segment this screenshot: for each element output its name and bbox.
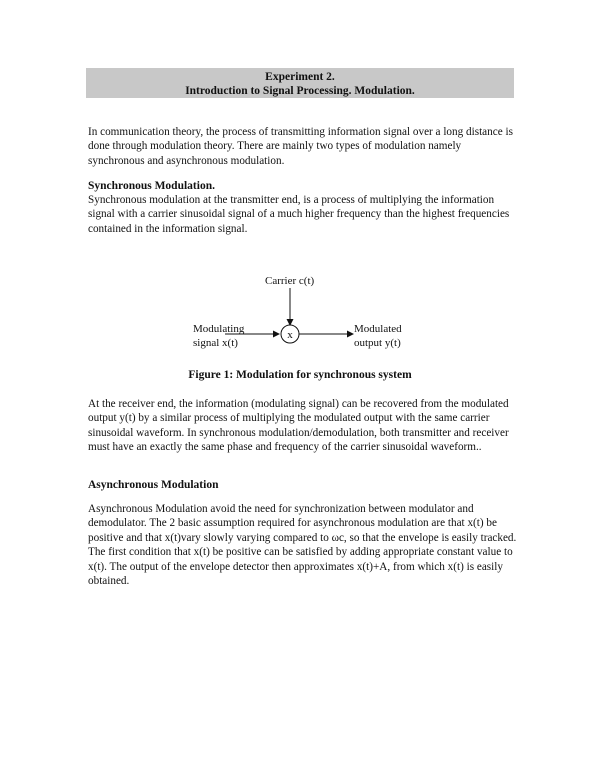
async-paragraph: Asynchronous Modulation avoid the need for synchronization between modulator and demodulator. The 2 basic assumption required for asynchronous modulation are that x(t) be positive and that x(t)vary slowly varying compared to ωc, so that the envelope is easily tracked. The first condition that x(t) be positive can be satisfied by adding appropriate constant value to x(t). The output of the envelope detector then approximates x(t)+A, from which x(t) is easily obtained. <box>88 503 517 588</box>
experiment-title: Introduction to Signal Processing. Modulation. <box>185 85 415 97</box>
output-label-line2: output y(t) <box>354 337 401 349</box>
carrier-label: Carrier c(t) <box>265 275 315 287</box>
input-label-line2: signal x(t) <box>193 337 238 349</box>
multiplier-symbol: x <box>287 329 293 341</box>
intro-paragraph: In communication theory, the process of transmitting information signal over a long distance is done through modulation theory. There are mainly two types of modulation namely synchronous and asynchronous modulation. <box>88 126 513 167</box>
input-label-line1: Modulating <box>193 323 245 335</box>
async-heading: Asynchronous Modulation <box>88 479 219 491</box>
sync-paragraph: Synchronous modulation at the transmitter end, is a process of multiplying the information signal with a carrier sinusoidal signal of a much higher frequency than the highest frequencies contained in the information signal. <box>88 194 510 235</box>
modulation-diagram <box>185 268 425 358</box>
receiver-paragraph: At the receiver end, the information (modulating signal) can be recovered from the modulated output y(t) by a similar process of multiplying the modulated output with the same carrier sinusoidal waveform. In synchronous modulation/demodulation, both transmitter and receiver must have an exactly the same phase and frequency of the carrier sinusoidal waveform.. <box>88 398 509 454</box>
output-label-line1: Modulated <box>354 323 402 335</box>
experiment-number: Experiment 2. <box>265 71 335 83</box>
figure-caption: Figure 1: Modulation for synchronous system <box>188 369 412 381</box>
document-title <box>86 68 514 98</box>
sync-heading: Synchronous Modulation. <box>88 180 215 192</box>
modulation-diagram-svg <box>185 268 425 358</box>
